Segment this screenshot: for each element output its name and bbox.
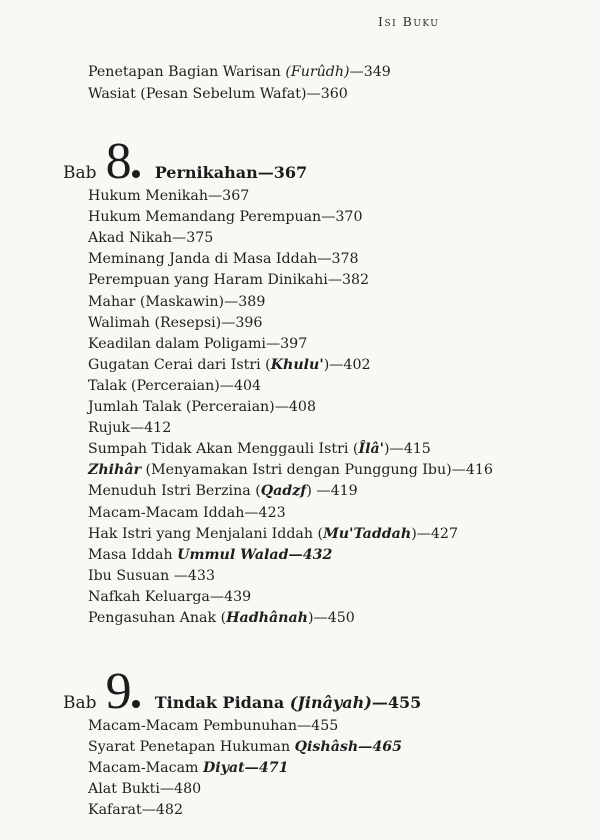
toc-entry bbox=[88, 84, 348, 104]
entry-term: Îlâ' bbox=[358, 441, 385, 458]
entry-text: Sumpah Tidak Akan Menggauli Istri ( bbox=[88, 441, 359, 458]
entry-term: Ummul Walad—432 bbox=[177, 546, 333, 563]
entry-term: Diyat—471 bbox=[203, 760, 289, 777]
chapter-title-italic: (Jinâyah) bbox=[289, 693, 372, 712]
entry-term: Hadhânah bbox=[226, 610, 308, 626]
entry-text: Pengasuhan Anak ( bbox=[88, 610, 227, 626]
toc-entry bbox=[88, 334, 307, 354]
chapter-dot bbox=[132, 170, 140, 178]
entry-text: Hukum Menikah—367 bbox=[88, 188, 250, 204]
toc-entry bbox=[88, 270, 369, 290]
toc-entry bbox=[88, 460, 493, 480]
entry-text: Masa Iddah bbox=[88, 546, 178, 563]
chapter-title: Pernikahan—367 bbox=[154, 163, 308, 182]
entry-text: Meminang Janda di Masa Iddah—378 bbox=[88, 251, 359, 268]
toc-entry bbox=[88, 503, 286, 523]
entry-text: Akad Nikah—375 bbox=[88, 230, 214, 247]
entry-text: )—427 bbox=[411, 525, 458, 542]
toc-entry bbox=[88, 439, 431, 459]
toc-entry bbox=[88, 608, 355, 628]
entry-term: Zhihâr bbox=[88, 462, 142, 479]
chapter-title bbox=[155, 693, 422, 712]
entry-text: (Menyamakan Istri dengan Punggung Ibu)—416 bbox=[141, 462, 493, 479]
toc-entry bbox=[88, 249, 359, 269]
entry-italic: (Furûdh) bbox=[285, 64, 350, 80]
toc-entry bbox=[88, 800, 183, 820]
entry-text: Wasiat (Pesan Sebelum Wafat)—360 bbox=[88, 86, 348, 102]
toc-entry bbox=[88, 566, 215, 586]
toc-entry bbox=[88, 62, 391, 82]
toc-entry bbox=[88, 292, 265, 312]
entry-text: Nafkah Keluarga—439 bbox=[88, 588, 252, 605]
entry-text: Macam-Macam Iddah—423 bbox=[88, 504, 286, 521]
entry-text: Macam-Macam Pembunuhan—455 bbox=[88, 718, 339, 734]
toc-entry bbox=[88, 355, 371, 375]
entry-text: Mahar (Maskawin)—389 bbox=[88, 293, 266, 310]
entry-text: )—402 bbox=[323, 356, 371, 373]
chapter-title-page: —455 bbox=[371, 693, 422, 712]
entry-text: Jumlah Talak (Perceraian)—408 bbox=[88, 399, 316, 415]
entry-term: Mu'Taddah bbox=[323, 525, 412, 542]
entry-text: )—415 bbox=[384, 441, 431, 458]
entry-text: ) —419 bbox=[306, 483, 358, 500]
entry-text: Ibu Susuan —433 bbox=[88, 567, 215, 584]
entry-page: —349 bbox=[349, 64, 391, 80]
entry-term: Qishâsh—465 bbox=[294, 739, 402, 756]
entry-text: Hukum Memandang Perempuan—370 bbox=[88, 209, 363, 226]
entry-text: Walimah (Resepsi)—396 bbox=[88, 314, 263, 331]
entry-text: Syarat Penetapan Hukuman bbox=[88, 739, 295, 756]
entry-text: Macam-Macam bbox=[88, 760, 203, 777]
chapter-prefix: Bab bbox=[63, 693, 97, 713]
toc-entry bbox=[88, 228, 213, 248]
entry-text: Penetapan Bagian Warisan bbox=[88, 64, 286, 80]
chapter-title-text: Tindak Pidana bbox=[154, 693, 290, 712]
entry-text: Gugatan Cerai dari Istri ( bbox=[88, 356, 271, 373]
entry-term: Qadzf bbox=[260, 483, 307, 500]
toc-entry bbox=[88, 587, 251, 607]
running-header: Isi Buku bbox=[378, 14, 440, 29]
chapter-number: 9 bbox=[105, 663, 131, 720]
toc-entry bbox=[88, 397, 316, 417]
chapter-9-heading bbox=[63, 663, 422, 720]
chapter-number: 8 bbox=[105, 133, 131, 190]
entry-text: Hak Istri yang Menjalani Iddah ( bbox=[88, 525, 324, 542]
toc-entry bbox=[88, 481, 358, 501]
toc-entry bbox=[88, 716, 338, 736]
entry-text: Alat Bukti—480 bbox=[88, 781, 202, 798]
toc-entry bbox=[88, 758, 289, 778]
toc-entry bbox=[88, 376, 261, 396]
chapter-dot bbox=[132, 700, 140, 708]
toc-entry bbox=[88, 313, 262, 333]
toc-entry bbox=[88, 207, 362, 227]
entry-text: Kafarat—482 bbox=[88, 802, 183, 819]
entry-text: Menuduh Istri Berzina ( bbox=[88, 483, 261, 500]
toc-entry bbox=[88, 737, 402, 757]
chapter-8-heading bbox=[63, 133, 308, 190]
toc-entry bbox=[88, 524, 458, 544]
entry-text: Perempuan yang Haram Dinikahi—382 bbox=[88, 272, 370, 289]
entry-text: Rujuk—412 bbox=[88, 420, 172, 437]
entry-text: Keadilan dalam Poligami—397 bbox=[88, 335, 308, 352]
toc-entry bbox=[88, 418, 171, 438]
entry-text: Talak (Perceraian)—404 bbox=[88, 377, 262, 394]
toc-entry bbox=[88, 545, 332, 565]
entry-text: )—450 bbox=[308, 610, 355, 626]
chapter-prefix: Bab bbox=[63, 163, 97, 183]
toc-entry bbox=[88, 779, 201, 799]
toc-entry bbox=[88, 186, 249, 206]
entry-term: Khulu' bbox=[270, 356, 324, 373]
